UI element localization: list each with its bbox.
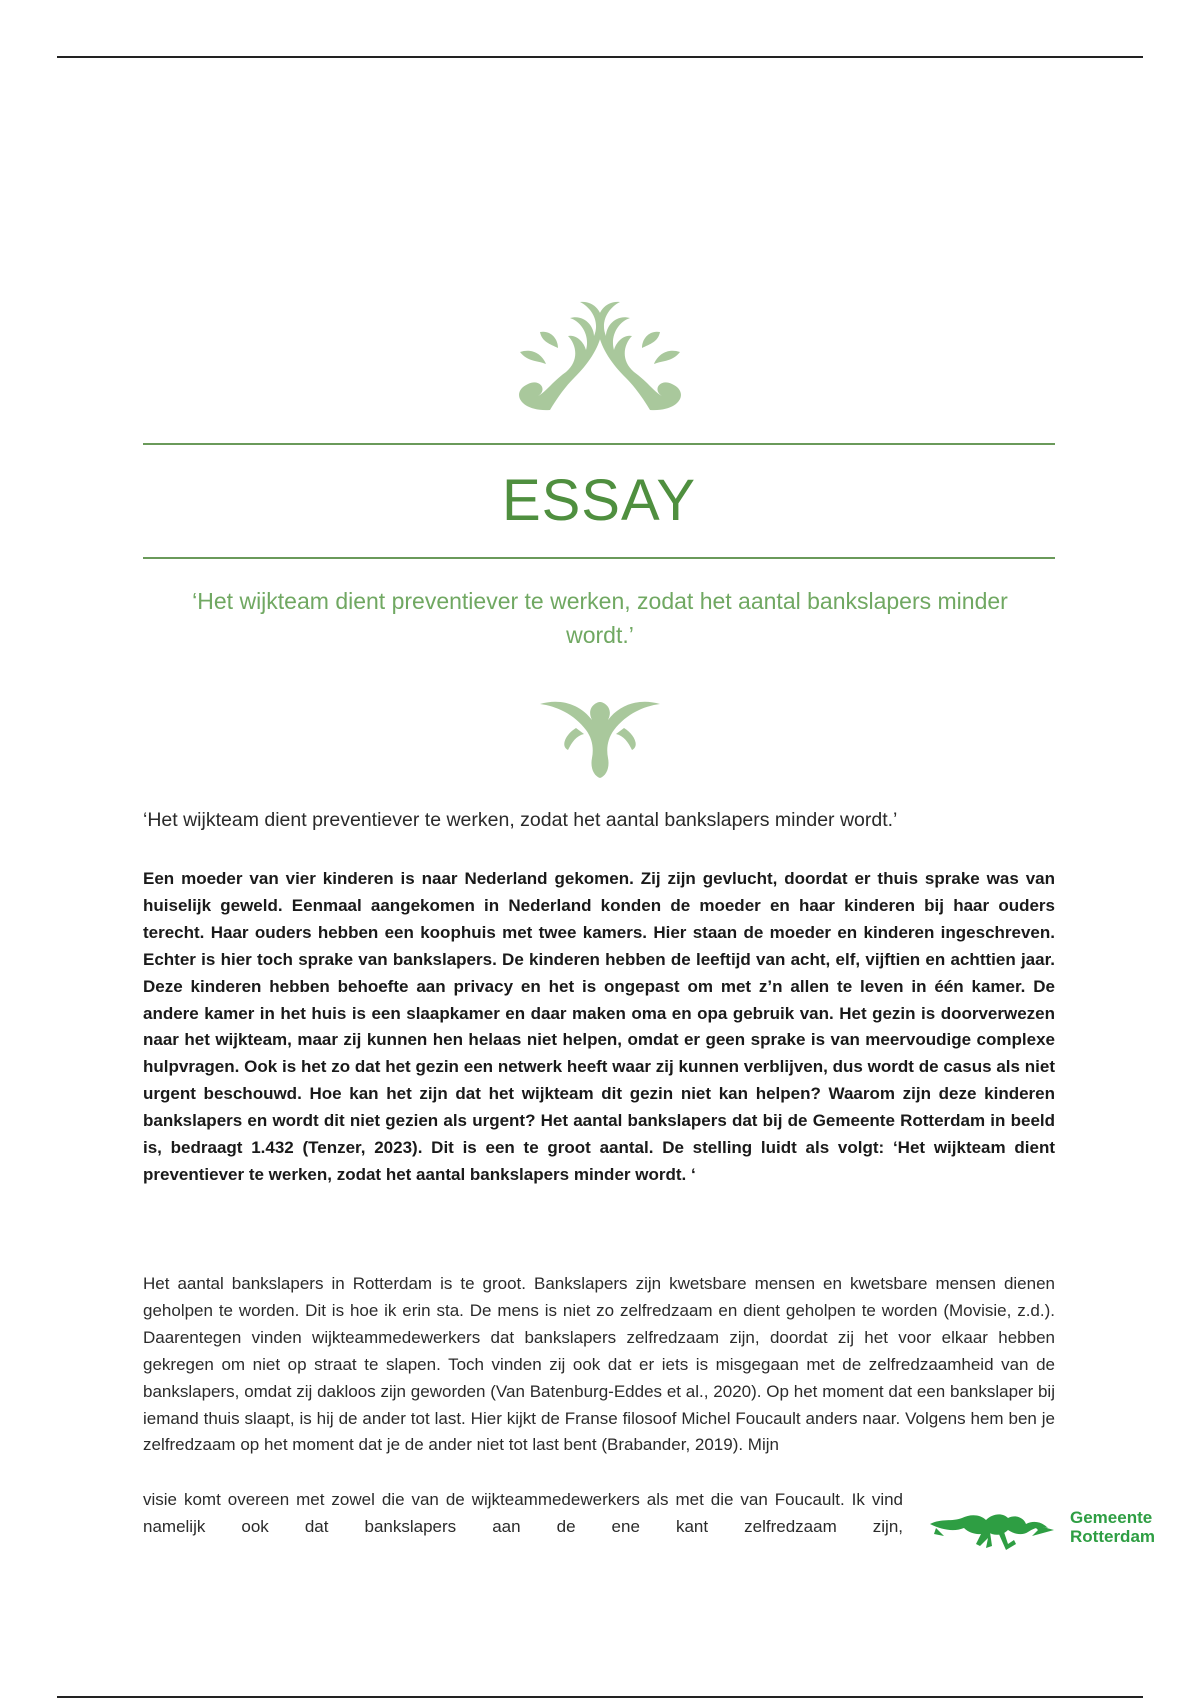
title-top-rule <box>143 443 1055 445</box>
page-bottom-rule <box>57 1696 1143 1698</box>
gemeente-rotterdam-logo <box>928 1502 1168 1552</box>
logo-line-1: Gemeente <box>1070 1508 1153 1527</box>
body-paragraph: Het aantal bankslapers in Rotterdam is te groot. Bankslapers zijn kwetsbare mensen en kwetsbare mensen dienen geholpen te worden. Dit is hoe ik erin sta. De mens is niet zo zelfredzaam en dient geholpen te worden (Movisie, z.d.). Daarentegen vinden wijkteammedewerkers dat bankslapers zelfredzaam zijn, doordat zij het voor elkaar hebben gekregen om niet op straat te slapen. Toch vinden zij ook dat er iets is misgegaan met de zelfredzaamheid van de bankslapers, omdat zij dakloos zijn geworden (Van Batenburg-Eddes et al., 2020). Op het moment dat een bankslaper bij iemand thuis slaapt, is hij de ander tot last. Hier kijkt de Franse filosoof Michel Foucault anders naar. Volgens hem ben je zelfredzaam op het moment dat je de ander niet tot last bent (Brabander, 2019). Mijn <box>143 1274 1055 1455</box>
leaf-ornament-icon <box>536 694 664 780</box>
rotterdam-lion-logo-icon <box>928 1506 1056 1550</box>
logo-wordmark <box>1070 1508 1155 1546</box>
page-top-rule <box>57 56 1143 58</box>
logo-line-2: Rotterdam <box>1070 1527 1156 1546</box>
essay-thesis-subtitle: ‘Het wijkteam dient preventiever te werken, zodat het aantal bankslapers minder wordt.’ <box>192 588 1008 648</box>
body-paragraph-continued: visie komt overeen met zowel die van de wijkteammedewerkers als met die van Foucault. Ik vind namelijk ook dat bankslapers aan de ene kant zelfredzaam zijn, <box>143 1490 903 1536</box>
floral-ornament-icon <box>480 292 720 424</box>
page-title: ESSAY <box>501 468 697 533</box>
intro-paragraph: Een moeder van vier kinderen is naar Nederland gekomen. Zij zijn gevlucht, doordat er thuis sprake was van huiselijk geweld. Eenmaal aangekomen in Nederland konden de moeder en haar kinderen bij haar ouders terecht. Haar ouders hebben een koophuis met twee kamers. Hier staan de moeder en kinderen ingeschreven. Echter is hier toch sprake van bankslapers. De kinderen hebben de leeftijd van acht, elf, vijftien en achttien jaar. Deze kinderen hebben behoefte aan privacy en het is ongepast om met z’n allen te leven in één kamer. De andere kamer in het huis is een slaapkamer en daar maken oma en opa gebruik van. Het gezin is doorverwezen naar het wijkteam, maar zij kunnen hen helaas niet helpen, omdat er geen sprake is van meervoudige complexe hulpvragen. Ook is het zo dat het gezin een netwerk heeft waar zij kunnen verblijven, dus wordt de casus als niet urgent beschouwd. Hoe kan het zijn dat het wijkteam dit gezin niet kan helpen? Waarom zijn deze kinderen bankslapers en wordt dit niet gezien als urgent? Het aantal bankslapers dat bij de Gemeente Rotterdam in beeld is, bedraagt 1.432 (Tenzer, 2023). Dit is een te groot aantal. De stelling luidt als volgt: ‘Het wijkteam dient preventiever te werken, zodat het aantal bankslapers minder wordt. ‘ <box>143 869 1055 1184</box>
thesis-quote: ‘Het wijkteam dient preventiever te werken, zodat het aantal bankslapers minder wordt.’ <box>143 809 898 831</box>
title-bottom-rule <box>143 557 1055 559</box>
